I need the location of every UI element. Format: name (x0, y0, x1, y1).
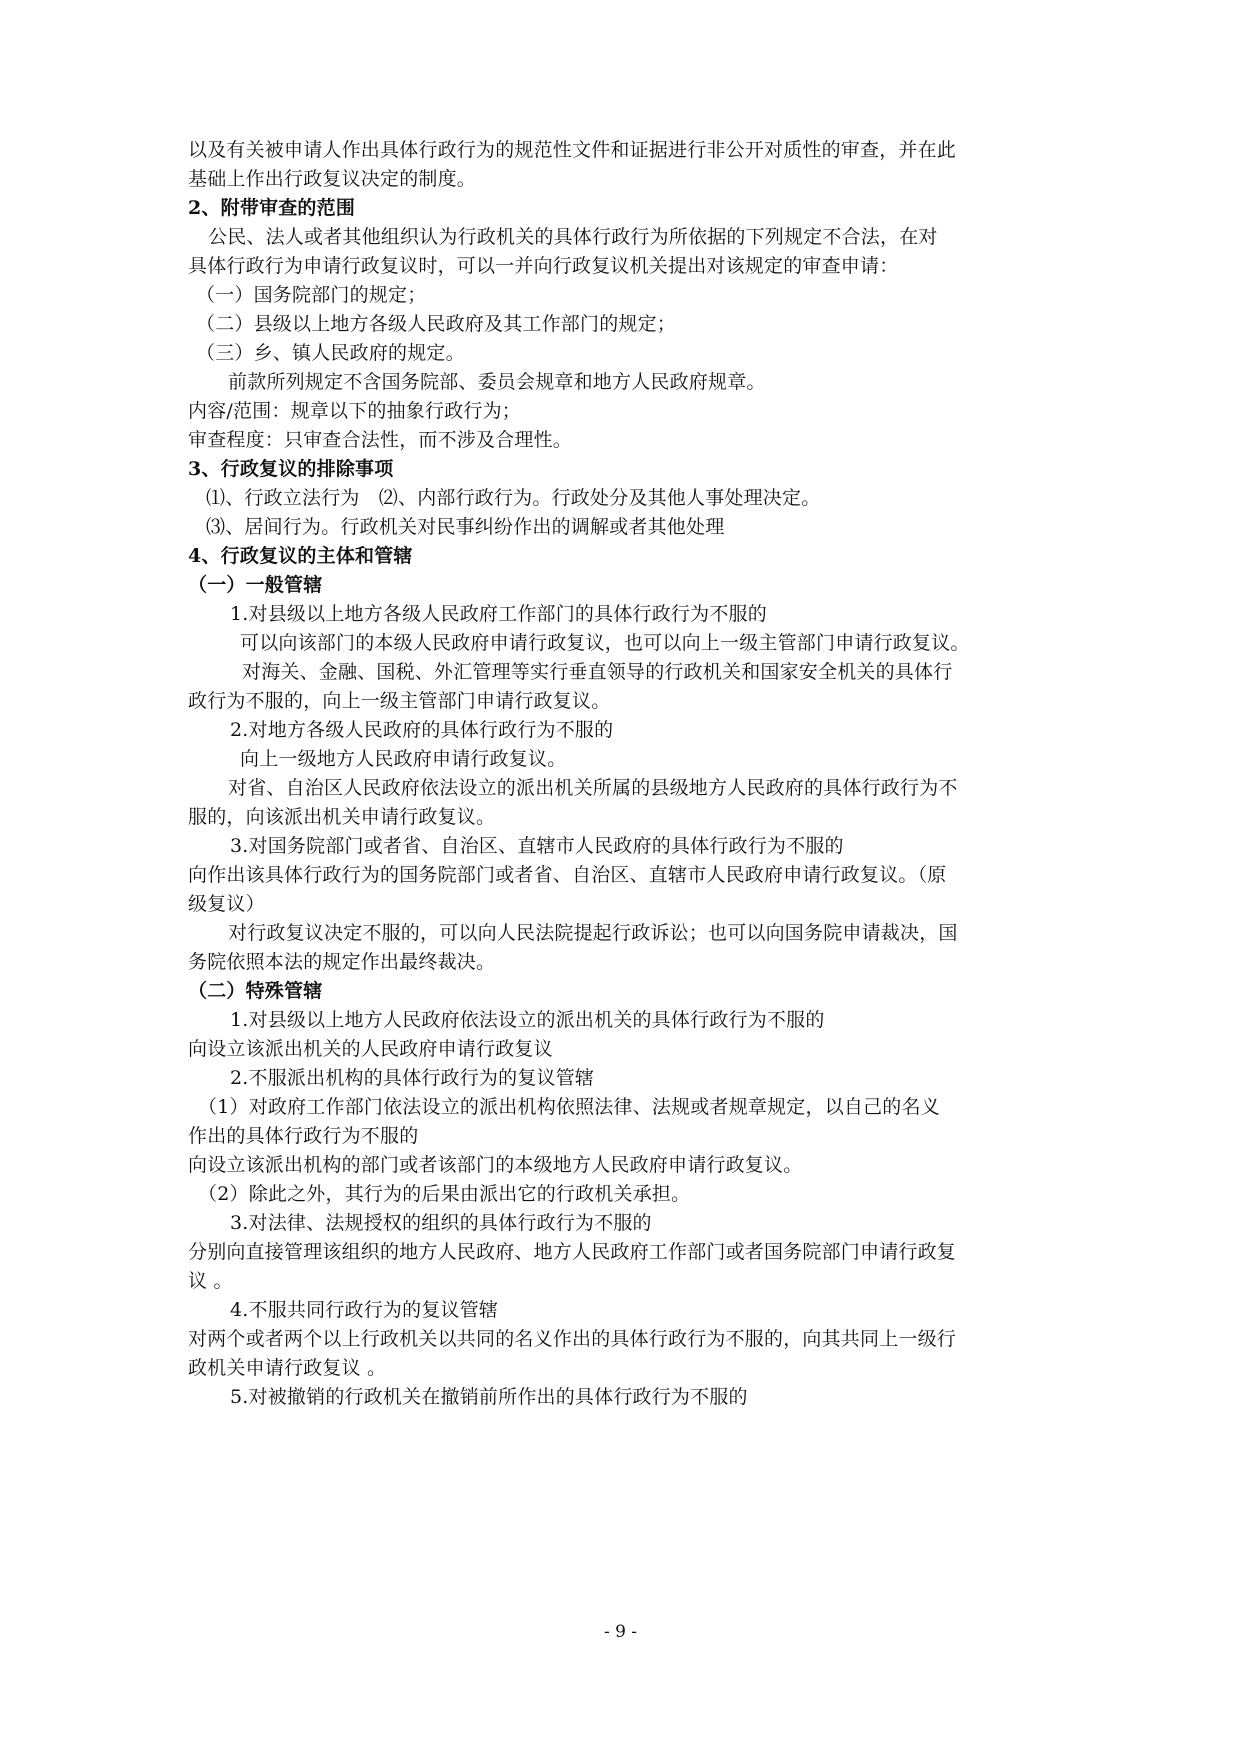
text-line: 可以向该部门的本级人民政府申请行政复议，也可以向上一级主管部门申请行政复议。 (240, 632, 970, 654)
text-line: 议 。 (188, 1270, 233, 1292)
text-line: 以及有关被申请人作出具体行政行为的规范性文件和证据进行非公开对质性的审查，并在此 (188, 139, 957, 161)
text-line: 审查程度：只审查合法性，而不涉及合理性。 (188, 429, 573, 451)
text-line: 级复议） (188, 893, 265, 915)
text-line: 向设立该派出机构的部门或者该部门的本级地方人民政府申请行政复议。 (188, 1154, 803, 1176)
text-line: 对省、自治区人民政府依法设立的派出机关所属的县级地方人民政府的具体行政行为不 (228, 777, 958, 799)
text-line: 对海关、金融、国税、外汇管理等实行垂直领导的行政机关和国家安全机关的具体行 (242, 661, 953, 683)
text-line: 对行政复议决定不服的，可以向人民法院提起行政诉讼；也可以向国务院申请裁决，国 (228, 922, 958, 944)
section-heading: 4、行政复议的主体和管辖 (188, 545, 413, 567)
list-item: （一）国务院部门的规定； (196, 284, 427, 306)
text-line: 基础上作出行政复议决定的制度。 (188, 168, 477, 190)
text-line: 5.对被撤销的行政机关在撤销前所作出的具体行政行为不服的 (230, 1386, 748, 1408)
section-heading: 3、行政复议的排除事项 (188, 458, 394, 480)
section-heading: 2、附带审查的范围 (188, 197, 356, 219)
text-line: 作出的具体行政行为不服的 (188, 1125, 419, 1147)
list-item: （三）乡、镇人民政府的规定。 (196, 342, 465, 364)
text-line: 务院依照本法的规定作出最终裁决。 (188, 951, 496, 973)
text-line: （1）对政府工作部门依法设立的派出机构依照法律、法规或者规章规定，以自己的名义 (198, 1096, 940, 1118)
subsection-heading: （一）一般管辖 (188, 574, 323, 596)
text-line: 内容/范围：规章以下的抽象行政行为； (188, 400, 522, 422)
text-line: 3.对法律、法规授权的组织的具体行政行为不服的 (230, 1212, 652, 1234)
text-line: 服的，向该派出机关申请行政复议。 (188, 806, 496, 828)
text-line: 分别向直接管理该组织的地方人民政府、地方人民政府工作部门或者国务院部门申请行政复 (188, 1241, 957, 1263)
text-line: 对两个或者两个以上行政机关以共同的名义作出的具体行政行为不服的，向其共同上一级行 (188, 1328, 957, 1350)
subsection-heading: （二）特殊管辖 (188, 980, 323, 1002)
text-line: ⑴、行政立法行为 ⑵、内部行政行为。行政处分及其他人事处理决定。 (206, 487, 821, 509)
text-line: 向设立该派出机关的人民政府申请行政复议 (188, 1038, 553, 1060)
text-line: 1.对县级以上地方人民政府依法设立的派出机关的具体行政行为不服的 (230, 1009, 825, 1031)
text-line: ⑶、居间行为。行政机关对民事纠纷作出的调解或者其他处理 (206, 516, 725, 538)
text-line: 政行为不服的，向上一级主管部门申请行政复议。 (188, 690, 611, 712)
text-line: 2.不服派出机构的具体行政行为的复议管辖 (230, 1067, 595, 1089)
text-line: 公民、法人或者其他组织认为行政机关的具体行政行为所依据的下列规定不合法，在对 (208, 226, 938, 248)
page-number: - 9 - (603, 1622, 638, 1642)
text-line: 政机关申请行政复议 。 (188, 1357, 387, 1379)
text-line: 前款所列规定不含国务院部、委员会规章和地方人民政府规章。 (228, 371, 766, 393)
list-item: （二）县级以上地方各级人民政府及其工作部门的规定； (196, 313, 677, 335)
text-line: （2）除此之外，其行为的后果由派出它的行政机关承担。 (198, 1183, 691, 1205)
text-line: 4.不服共同行政行为的复议管辖 (230, 1299, 499, 1321)
text-line: 向作出该具体行政行为的国务院部门或者省、自治区、直辖市人民政府申请行政复议。（原 (188, 864, 947, 886)
text-line: 具体行政行为申请行政复议时，可以一并向行政复议机关提出对该规定的审查申请： (188, 255, 899, 277)
text-line: 1.对县级以上地方各级人民政府工作部门的具体行政行为不服的 (230, 603, 767, 625)
text-line: 2.对地方各级人民政府的具体行政行为不服的 (230, 719, 614, 741)
text-line: 向上一级地方人民政府申请行政复议。 (240, 748, 567, 770)
text-line: 3.对国务院部门或者省、自治区、直辖市人民政府的具体行政行为不服的 (230, 835, 844, 857)
